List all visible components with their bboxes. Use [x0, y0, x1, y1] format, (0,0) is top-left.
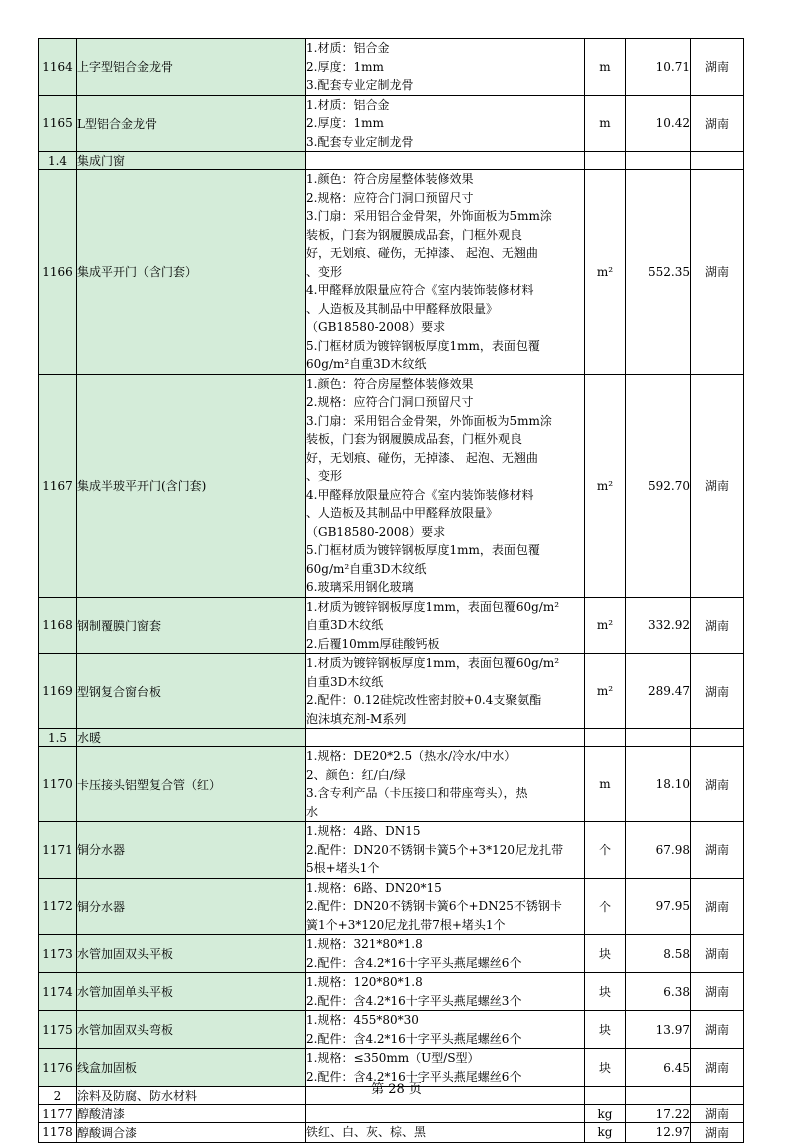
spec-line: 水 — [306, 804, 319, 819]
spec-line: 3.含专利产品（卡压接口和带座弯头），热 — [306, 786, 528, 800]
item-number: 1176 — [39, 1049, 77, 1087]
empty-cell — [306, 729, 585, 747]
spec-line: （GB18580-2008）要求 — [306, 320, 446, 334]
spec-line: 6.玻璃采用钢化玻璃 — [306, 580, 414, 594]
spec-line: 铁红、白、灰、棕、黑 — [306, 1125, 427, 1139]
section-title: 集成门窗 — [77, 152, 306, 170]
spec-line: 3.配套专业定制龙骨 — [306, 78, 414, 92]
spec-line: 3.配套专业定制龙骨 — [306, 134, 414, 149]
section-row — [39, 729, 744, 747]
item-region: 湖南 — [691, 1105, 744, 1123]
item-spec — [306, 1105, 585, 1123]
item-name: 型钢复合窗台板 — [77, 654, 306, 729]
item-name: 醇酸调合漆 — [77, 1123, 306, 1143]
item-region: 湖南 — [691, 374, 744, 597]
table-row — [39, 374, 744, 597]
spec-line: 3.门扇：采用铝合金骨架，外饰面板为5mm涂 — [306, 209, 552, 223]
spec-line: 60g/m²自重3D木纹纸 — [306, 357, 427, 371]
item-spec — [306, 935, 585, 973]
item-unit: m — [585, 39, 626, 96]
item-region: 湖南 — [691, 1123, 744, 1143]
spec-line: 2.规格：应符合门洞口预留尺寸 — [306, 190, 474, 205]
item-price: 6.38 — [626, 973, 691, 1011]
item-region: 湖南 — [691, 973, 744, 1011]
spec-line: 3.门扇：采用铝合金骨架，外饰面板为5mm涂 — [306, 413, 552, 428]
item-spec — [306, 374, 585, 597]
spec-line: （GB18580-2008）要求 — [306, 524, 446, 539]
spec-line: 1.规格：455*80*30 — [306, 1013, 419, 1027]
spec-line: 2.配件：含4.2*16十字平头燕尾螺丝3个 — [306, 993, 522, 1008]
empty-cell — [306, 152, 585, 170]
spec-line: 60g/m²自重3D木纹纸 — [306, 561, 427, 576]
spec-line: 装板，门套为钢履膜成品套，门框外观良 — [306, 227, 523, 242]
item-spec — [306, 1011, 585, 1049]
spec-line: 1.颜色：符合房屋整体装修效果 — [306, 376, 474, 391]
spec-line: 1.材质为镀锌钢板厚度1mm，表面包覆60g/m² — [306, 599, 560, 614]
item-price: 18.10 — [626, 747, 691, 822]
item-number: 1168 — [39, 597, 77, 654]
item-number: 1174 — [39, 973, 77, 1011]
item-spec — [306, 747, 585, 822]
spec-line: 1.颜色：符合房屋整体装修效果 — [306, 172, 474, 186]
item-region: 湖南 — [691, 39, 744, 96]
table-row — [39, 1011, 744, 1049]
spec-line: 2.配件：含4.2*16十字平头燕尾螺丝6个 — [306, 1069, 522, 1084]
item-number: 1178 — [39, 1123, 77, 1143]
section-number: 1.4 — [39, 152, 77, 170]
spec-line: 2.厚度：1mm — [306, 116, 384, 130]
empty-cell — [585, 152, 626, 170]
price-table — [38, 38, 744, 1143]
item-number: 1173 — [39, 935, 77, 973]
spec-line: 、变形 — [306, 469, 343, 483]
item-region: 湖南 — [691, 654, 744, 729]
spec-line: 1.规格：4路、DN15 — [306, 824, 421, 838]
spec-line: 2.配件：含4.2*16十字平头燕尾螺丝6个 — [306, 955, 522, 970]
table-row — [39, 95, 744, 152]
spec-line: 好，无划痕、碰伤，无掉漆、 起泡、无翘曲 — [306, 450, 538, 465]
item-price: 6.45 — [626, 1049, 691, 1087]
spec-line: 2.厚度：1mm — [306, 59, 384, 74]
spec-line: 好，无划痕、碰伤，无掉漆、 起泡、无翘曲 — [306, 246, 538, 260]
price-table-body — [39, 39, 744, 1143]
item-number: 1177 — [39, 1105, 77, 1123]
section-number: 1.5 — [39, 729, 77, 747]
item-unit: 个 — [585, 878, 626, 935]
item-price: 8.58 — [626, 935, 691, 973]
item-price: 552.35 — [626, 170, 691, 375]
item-spec — [306, 95, 585, 152]
item-name: 卡压接头铝塑复合管（红） — [77, 747, 306, 822]
item-unit: m — [585, 747, 626, 822]
spec-line: 2.配件：0.12硅烷改性密封胶+0.4支聚氨酯 — [306, 693, 542, 707]
spec-line: 2.配件：DN20不锈钢卡簧5个+3*120尼龙扎带 — [306, 842, 564, 857]
item-spec — [306, 39, 585, 96]
empty-cell — [691, 152, 744, 170]
table-row — [39, 597, 744, 654]
item-region: 湖南 — [691, 170, 744, 375]
item-unit: kg — [585, 1105, 626, 1123]
spec-line: 装板，门套为钢履膜成品套，门框外观良 — [306, 432, 523, 446]
item-spec — [306, 654, 585, 729]
item-price: 10.71 — [626, 39, 691, 96]
spec-line: 1.规格：≤350mm（U型/S型） — [306, 1051, 480, 1065]
item-number: 1170 — [39, 747, 77, 822]
item-name: 铜分水器 — [77, 822, 306, 879]
section-title: 涂料及防腐、防水材料 — [77, 1087, 306, 1105]
spec-line: 4.甲醛释放限量应符合《室内装饰装修材料 — [306, 487, 534, 502]
item-unit: m² — [585, 374, 626, 597]
item-name: 线盒加固板 — [77, 1049, 306, 1087]
item-unit: 块 — [585, 973, 626, 1011]
section-title: 水暖 — [77, 729, 306, 747]
empty-cell — [691, 729, 744, 747]
item-number: 1169 — [39, 654, 77, 729]
item-number: 1167 — [39, 374, 77, 597]
spec-line: 、人造板及其制品中甲醛释放限量》 — [306, 506, 499, 520]
item-unit: m² — [585, 170, 626, 375]
item-unit: kg — [585, 1123, 626, 1143]
item-price: 17.22 — [626, 1105, 691, 1123]
item-number: 1164 — [39, 39, 77, 96]
spec-line: 1.材质：铝合金 — [306, 41, 390, 55]
item-name: 铜分水器 — [77, 878, 306, 935]
spec-line: 1.规格：120*80*1.8 — [306, 975, 423, 989]
spec-line: 2.配件：含4.2*16十字平头燕尾螺丝6个 — [306, 1031, 522, 1046]
empty-cell — [585, 729, 626, 747]
section-number: 2 — [39, 1087, 77, 1105]
spec-line: 自重3D木纹纸 — [306, 674, 384, 689]
item-price: 12.97 — [626, 1123, 691, 1143]
item-number: 1172 — [39, 878, 77, 935]
spec-line: 、人造板及其制品中甲醛释放限量》 — [306, 301, 499, 316]
spec-line: 泡沫填充剂-M系列 — [306, 711, 407, 726]
table-row — [39, 39, 744, 96]
item-name: 集成半玻平开门(含门套) — [77, 374, 306, 597]
spec-line: 5根+堵头1个 — [306, 861, 380, 875]
page-number: 第 28 页 — [371, 1082, 422, 1097]
table-row — [39, 1123, 744, 1143]
item-name: 上字型铝合金龙骨 — [77, 39, 306, 96]
item-name: 水管加固双头弯板 — [77, 1011, 306, 1049]
table-row — [39, 747, 744, 822]
section-row — [39, 152, 744, 170]
item-spec — [306, 597, 585, 654]
spec-line: 、变形 — [306, 264, 343, 279]
table-row — [39, 973, 744, 1011]
empty-cell — [626, 152, 691, 170]
item-region: 湖南 — [691, 95, 744, 152]
item-name: 水管加固双头平板 — [77, 935, 306, 973]
item-price: 67.98 — [626, 822, 691, 879]
spec-line: 1.规格：DE20*2.5（热水/冷水/中水） — [306, 749, 517, 763]
spec-line: 1.规格：321*80*1.8 — [306, 937, 423, 951]
table-row — [39, 170, 744, 375]
item-region: 湖南 — [691, 822, 744, 879]
item-unit: m² — [585, 597, 626, 654]
table-row — [39, 654, 744, 729]
item-region: 湖南 — [691, 935, 744, 973]
spec-line: 自重3D木纹纸 — [306, 618, 384, 632]
table-row — [39, 935, 744, 973]
item-number: 1171 — [39, 822, 77, 879]
item-name: 钢制覆膜门窗套 — [77, 597, 306, 654]
item-price: 592.70 — [626, 374, 691, 597]
spec-line: 2.后覆10mm厚硅酸钙板 — [306, 636, 440, 651]
spec-line: 1.材质：铝合金 — [306, 97, 390, 112]
item-unit: m — [585, 95, 626, 152]
spec-line: 2.配件：DN20不锈钢卡簧6个+DN25不锈钢卡 — [306, 899, 562, 913]
item-number: 1165 — [39, 95, 77, 152]
spec-line: 2、颜色：红/白/绿 — [306, 767, 406, 782]
spec-line: 5.门框材质为镀锌钢板厚度1mm，表面包覆 — [306, 543, 540, 557]
table-row — [39, 822, 744, 879]
item-unit: 块 — [585, 1011, 626, 1049]
item-region: 湖南 — [691, 1049, 744, 1087]
item-unit: 块 — [585, 1049, 626, 1087]
item-spec — [306, 1123, 585, 1143]
item-unit: m² — [585, 654, 626, 729]
item-region: 湖南 — [691, 747, 744, 822]
item-spec — [306, 878, 585, 935]
item-price: 332.92 — [626, 597, 691, 654]
item-spec — [306, 170, 585, 375]
spec-line: 簧1个+3*120尼龙扎带7根+堵头1个 — [306, 917, 506, 932]
item-spec — [306, 822, 585, 879]
table-row — [39, 878, 744, 935]
item-spec — [306, 973, 585, 1011]
item-name: 水管加固单头平板 — [77, 973, 306, 1011]
item-region: 湖南 — [691, 878, 744, 935]
item-name: L型铝合金龙骨 — [77, 95, 306, 152]
item-region: 湖南 — [691, 597, 744, 654]
item-number: 1175 — [39, 1011, 77, 1049]
item-name: 集成平开门（含门套） — [77, 170, 306, 375]
item-name: 醇酸清漆 — [77, 1105, 306, 1123]
item-unit: 个 — [585, 822, 626, 879]
table-row — [39, 1105, 744, 1123]
item-price: 289.47 — [626, 654, 691, 729]
empty-cell — [626, 729, 691, 747]
item-price: 10.42 — [626, 95, 691, 152]
item-price: 13.97 — [626, 1011, 691, 1049]
spec-line: 2.规格：应符合门洞口预留尺寸 — [306, 395, 474, 409]
spec-line: 1.规格：6路、DN20*15 — [306, 880, 442, 895]
spec-line: 4.甲醛释放限量应符合《室内装饰装修材料 — [306, 283, 534, 297]
item-number: 1166 — [39, 170, 77, 375]
item-region: 湖南 — [691, 1011, 744, 1049]
item-price: 97.95 — [626, 878, 691, 935]
spec-line: 1.材质为镀锌钢板厚度1mm，表面包覆60g/m² — [306, 656, 560, 670]
spec-line: 5.门框材质为镀锌钢板厚度1mm，表面包覆 — [306, 338, 540, 353]
item-unit: 块 — [585, 935, 626, 973]
